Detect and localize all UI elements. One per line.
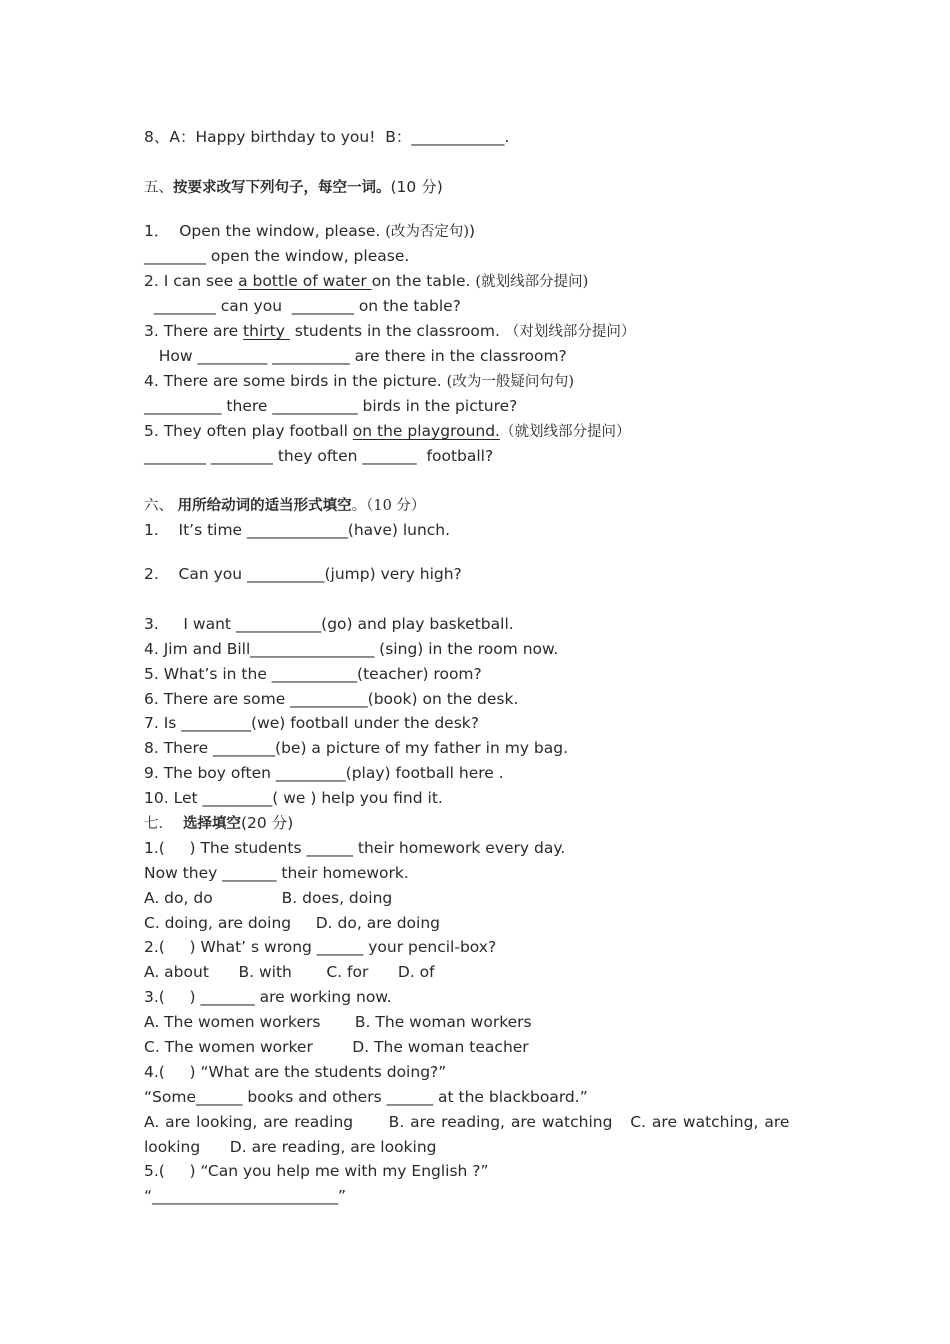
- s7-option-line: C. The women worker D. The woman teacher: [144, 1038, 529, 1056]
- s5-line-2: ________ open the window, please.: [144, 247, 410, 265]
- s7-option-line: A. The women workers B. The woman workers: [144, 1013, 532, 1031]
- s7-option-line: looking D. are reading, are looking: [144, 1138, 437, 1156]
- s7-option-line: A. about B. with C. for D. of: [144, 963, 435, 981]
- section5-heading: [144, 177, 443, 198]
- s6-item: 5. What’s in the ___________(teacher) room?: [144, 665, 482, 683]
- s7-option-line: A. are looking, are reading B. are reading, are watching C. are watching, are: [144, 1113, 790, 1131]
- s5-line-4: ________ can you ________ on the table?: [144, 297, 461, 315]
- section7-heading: [144, 813, 293, 834]
- s5-line-6: How _________ __________ are there in the classroom?: [144, 347, 567, 365]
- s7-line: 5.( ) “Can you help me with my English ?”: [144, 1162, 489, 1180]
- section7-score: (20 分): [241, 814, 294, 832]
- underlined-phrase: thirty: [243, 322, 290, 340]
- q8-line: 8、A：Happy birthday to you! B：____________.: [144, 128, 510, 146]
- s7-line: 2.( ) What’ s wrong ______ your pencil-box?: [144, 938, 497, 956]
- section6-title: 用所给动词的适当形式填空: [177, 497, 352, 514]
- underlined-phrase: a bottle of water: [238, 272, 372, 290]
- s6-item: 4. Jim and Bill________________ (sing) in the room now.: [144, 640, 559, 658]
- s6-item: 2. Can you __________(jump) very high?: [144, 565, 462, 583]
- section5-title: 按要求改写下列句子，每空一词。: [173, 179, 391, 196]
- s6-item: 3. I want ___________(go) and play basketball.: [144, 615, 514, 633]
- s7-option-line: C. doing, are doing D. do, are doing: [144, 914, 440, 932]
- s6-item: 8. There ________(be) a picture of my father in my bag.: [144, 739, 569, 757]
- section5-score: (10 分): [390, 178, 443, 196]
- s5-line-8: __________ there ___________ birds in the picture?: [144, 397, 518, 415]
- section6-heading: [144, 495, 425, 516]
- section7-num: 七．: [144, 816, 173, 832]
- s5-line-9: 5. They often play football on the playground.（就划线部分提问）: [144, 422, 631, 440]
- s6-item: 9. The boy often _________(play) football here .: [144, 764, 504, 782]
- s5-line-7: 4. There are some birds in the picture. (改为一般疑问句句): [144, 372, 574, 390]
- s5-line-5: 3. There are thirty students in the classroom. （对划线部分提问）: [144, 322, 636, 340]
- s6-item: 1. It’s time _____________(have) lunch.: [144, 521, 451, 539]
- s7-line: “Some______ books and others ______ at the blackboard.”: [144, 1088, 588, 1106]
- s7-option-line: A. do, do B. does, doing: [144, 889, 393, 907]
- s6-item: 7. Is _________(we) football under the desk?: [144, 714, 479, 732]
- s5-line-3: 2. I can see a bottle of water on the table. (就划线部分提问): [144, 272, 589, 290]
- s7-line: 3.( ) _______ are working now.: [144, 988, 392, 1006]
- s5-line-1: 1． Open the window, please. (改为否定句)): [144, 222, 476, 240]
- section6-num: 六、: [144, 498, 178, 514]
- s6-item: 10. Let _________( we ) help you find it.: [144, 789, 443, 807]
- s7-line: 1.( ) The students ______ their homework every day.: [144, 839, 566, 857]
- underlined-phrase: on the playground.: [352, 422, 500, 440]
- s7-answer-blank: “________________________”: [144, 1187, 347, 1205]
- s5-line-10: ________ ________ they often _______ football?: [144, 447, 494, 465]
- s6-item: 6. There are some __________(book) on the desk.: [144, 690, 519, 708]
- s7-line: 4.( ) “What are the students doing?”: [144, 1063, 447, 1081]
- section5-num: 五、: [144, 180, 173, 196]
- section7-title: 选择填空: [183, 815, 241, 832]
- s7-line: Now they _______ their homework.: [144, 864, 409, 882]
- section6-score: 。（10 分）: [351, 498, 426, 514]
